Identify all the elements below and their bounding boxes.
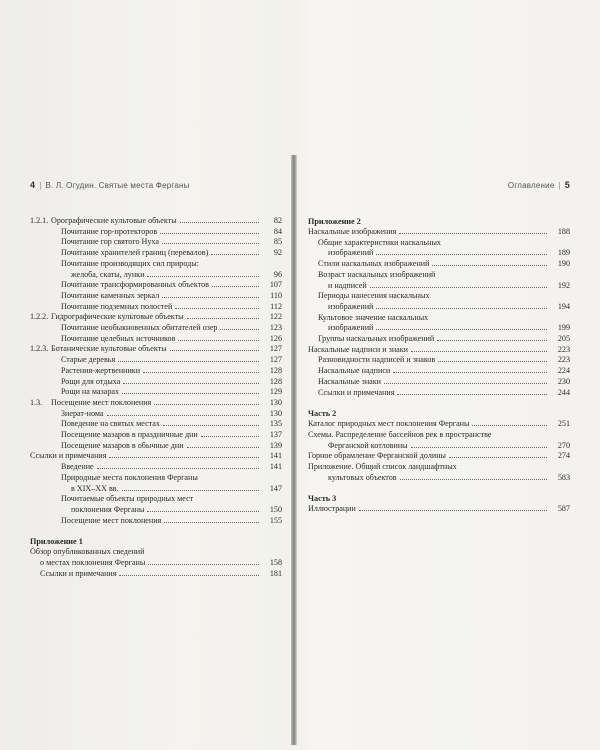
toc-entry-number: 1.2.2. bbox=[30, 312, 49, 322]
toc-page-number: 130 bbox=[269, 408, 282, 418]
toc-page-number: 126 bbox=[269, 333, 282, 343]
right-running-head bbox=[308, 178, 570, 192]
toc-entry-title bbox=[51, 216, 262, 227]
book-gutter bbox=[291, 155, 297, 745]
toc-entry-text: Орографические культовые объекты bbox=[51, 216, 177, 225]
dot-leader bbox=[397, 394, 547, 395]
left-running-head bbox=[30, 178, 282, 192]
toc-page-number: 82 bbox=[273, 216, 282, 225]
dot-leader bbox=[376, 254, 547, 255]
toc-entry-title bbox=[51, 227, 262, 238]
toc-page-number: 147 bbox=[269, 483, 282, 493]
toc-entry-title bbox=[51, 291, 262, 302]
toc-entry-title bbox=[51, 441, 262, 452]
toc-page-number: 150 bbox=[269, 504, 282, 514]
toc-entry-text: Разновидности надписей и знаков bbox=[318, 355, 436, 365]
toc-entry-title bbox=[51, 334, 262, 345]
toc-page-number: 223 bbox=[557, 355, 570, 365]
toc-entry-text: Посещение мест поклонения bbox=[61, 515, 162, 525]
toc-page-number: 194 bbox=[557, 301, 570, 311]
dot-leader bbox=[122, 490, 259, 491]
toc-entry-text: Стили наскальных изображений bbox=[318, 259, 430, 269]
toc-entry bbox=[30, 227, 282, 238]
toc-entry-title bbox=[308, 462, 550, 473]
toc-entry-text: Наскальные надписи и знаки bbox=[308, 344, 409, 354]
toc-page-number: 112 bbox=[270, 301, 282, 311]
toc-entry-text: Наскальные знаки bbox=[318, 376, 382, 386]
toc-page-number: 122 bbox=[269, 312, 282, 322]
toc-page-number: 274 bbox=[557, 451, 570, 461]
dot-leader bbox=[118, 361, 259, 362]
toc-entry-text: Общие характеристики наскальных bbox=[318, 237, 441, 247]
appendix-1-heading: Приложение 1 bbox=[30, 537, 83, 547]
dot-leader bbox=[147, 276, 259, 277]
toc-page-number: 181 bbox=[269, 568, 282, 578]
toc-entry-continuation bbox=[30, 270, 282, 281]
left-page-number: 4 bbox=[30, 180, 36, 190]
toc-entry bbox=[30, 387, 282, 398]
toc-entry bbox=[308, 270, 570, 281]
toc-entry-text: Почитание целебных источников bbox=[61, 333, 176, 343]
dot-leader bbox=[472, 425, 547, 426]
toc-entry-title bbox=[308, 388, 550, 399]
toc-entry-title bbox=[51, 387, 262, 398]
toc-page-number: 141 bbox=[269, 451, 282, 461]
dot-leader bbox=[180, 222, 259, 223]
dot-leader bbox=[162, 243, 259, 244]
toc-entry-title bbox=[51, 237, 262, 248]
part-2-heading: Часть 2 bbox=[308, 409, 337, 419]
toc-entry-title bbox=[308, 238, 550, 249]
toc-entry bbox=[30, 312, 282, 323]
toc-entry-title bbox=[51, 516, 262, 527]
toc-entry-title bbox=[51, 419, 262, 430]
toc-entry bbox=[30, 430, 282, 441]
toc-entry bbox=[30, 334, 282, 345]
toc-entry-number: 1.3. bbox=[30, 397, 43, 407]
toc-entry-text: Почитание подземных полостей bbox=[61, 301, 173, 311]
toc-entry-text: поклонения Ферганы bbox=[71, 504, 145, 514]
dot-leader bbox=[163, 425, 259, 426]
dot-leader bbox=[109, 457, 259, 458]
toc-entry-title bbox=[30, 558, 262, 569]
dot-leader bbox=[399, 233, 547, 234]
toc-entry bbox=[30, 344, 282, 355]
running-head-separator: | bbox=[558, 180, 561, 190]
toc-entry bbox=[30, 248, 282, 259]
toc-entry-title bbox=[51, 505, 262, 516]
section-gap bbox=[308, 483, 570, 493]
toc-entry bbox=[30, 516, 282, 527]
dot-leader bbox=[187, 447, 259, 448]
left-running-title: В. Л. Огудин. Святые места Ферганы bbox=[45, 180, 190, 190]
toc-page-number: 110 bbox=[270, 290, 282, 300]
part-3-heading: Часть 3 bbox=[308, 494, 337, 504]
toc-entry-continuation bbox=[308, 302, 570, 313]
dot-leader bbox=[400, 479, 547, 480]
dot-leader bbox=[411, 447, 547, 448]
toc-entry-text: Почитание гор святого Нуха bbox=[61, 237, 159, 247]
toc-page-number: 130 bbox=[269, 397, 282, 407]
dot-leader bbox=[148, 564, 259, 565]
dot-leader bbox=[97, 468, 259, 469]
toc-entry-title bbox=[51, 484, 262, 495]
toc-entry-text: Почитание гор-протекторов bbox=[61, 226, 158, 236]
toc-page-number: 85 bbox=[273, 237, 282, 247]
toc-entry-title bbox=[308, 281, 550, 292]
dot-leader bbox=[438, 361, 547, 362]
right-page-number: 5 bbox=[564, 180, 570, 190]
toc-entry-text: желоба, скаты, лунки bbox=[71, 269, 145, 279]
toc-page-number: 92 bbox=[273, 248, 282, 258]
dot-leader bbox=[359, 510, 547, 511]
toc-entry-text: Рощи на мазарах bbox=[61, 387, 120, 397]
toc-entry bbox=[308, 377, 570, 388]
dot-leader bbox=[187, 318, 259, 319]
toc-page-number: 155 bbox=[269, 515, 282, 525]
toc-page-number: 135 bbox=[269, 419, 282, 429]
toc-entry-text: Горное обрамление Ферганской долины bbox=[308, 451, 446, 461]
toc-entry-text: Периоды нанесения наскальных bbox=[318, 291, 430, 301]
toc-page-number: 188 bbox=[557, 227, 570, 236]
toc-entry-text: Возраст наскальных изображений bbox=[318, 269, 436, 279]
toc-entry-text: Поведение на святых местах bbox=[61, 419, 160, 429]
toc-entry-title bbox=[308, 323, 550, 334]
toc-entry-title bbox=[51, 462, 262, 473]
toc-entry-text: Каталог природных мест поклонения Ферганы bbox=[308, 419, 470, 429]
toc-entry bbox=[308, 291, 570, 302]
toc-entry-continuation bbox=[30, 505, 282, 516]
dot-leader bbox=[170, 350, 259, 351]
dot-leader bbox=[107, 415, 259, 416]
left-page bbox=[30, 178, 282, 580]
toc-entry-text: Ссылки и примечания bbox=[30, 451, 107, 461]
toc-entry-text: Посещение мазаров в праздничные дни bbox=[61, 430, 198, 440]
toc-entry-title bbox=[51, 409, 262, 420]
toc-entry bbox=[308, 419, 570, 430]
toc-entry-text: Наскальные изображения bbox=[308, 227, 397, 236]
toc-entry bbox=[308, 345, 570, 356]
toc-entry bbox=[308, 504, 570, 515]
toc-entry-text: Почитание каменных зеркал bbox=[61, 290, 160, 300]
toc-entry-text: Ферганской котловины bbox=[328, 440, 408, 450]
right-running-title: Оглавление bbox=[507, 180, 555, 190]
toc-entry-title bbox=[51, 312, 262, 323]
toc-page-number: 583 bbox=[557, 472, 570, 482]
toc-entry-title bbox=[51, 355, 262, 366]
toc-entry bbox=[308, 451, 570, 462]
toc-entry bbox=[30, 547, 282, 558]
toc-entry bbox=[30, 409, 282, 420]
dot-leader bbox=[175, 308, 259, 309]
toc-entry-text: Группы наскальных изображений bbox=[318, 334, 435, 344]
toc-entry-text: Посещение мазаров в обычные дни bbox=[61, 440, 184, 450]
toc-entry bbox=[30, 441, 282, 452]
toc-entry-text: изображений bbox=[328, 248, 374, 258]
toc-entry-title bbox=[51, 270, 262, 281]
toc-entry-title bbox=[51, 344, 262, 355]
toc-entry-title bbox=[308, 451, 550, 462]
dot-leader bbox=[160, 233, 259, 234]
toc-entry-title bbox=[308, 345, 550, 356]
dot-leader bbox=[220, 329, 259, 330]
running-head-separator: | bbox=[39, 180, 42, 190]
toc-entry-title bbox=[30, 569, 262, 580]
toc-entry-text: Гидрографические культовые объекты bbox=[51, 312, 184, 322]
toc-page-number: 205 bbox=[557, 334, 570, 344]
toc-entry-title bbox=[51, 302, 262, 313]
dot-leader bbox=[384, 383, 547, 384]
toc-entry-text: Старые деревья bbox=[61, 355, 116, 365]
toc-entry-text: в XIX–XX вв. bbox=[71, 483, 119, 493]
toc-entry bbox=[30, 323, 282, 334]
toc-entry-text: Введение bbox=[61, 462, 94, 472]
toc-entry-number: 1.2.3. bbox=[30, 344, 49, 354]
toc-entry-text: Почитание необыкновенных обитателей озер bbox=[61, 323, 218, 333]
toc-entry-title bbox=[51, 323, 262, 334]
dot-leader bbox=[143, 372, 259, 373]
dot-leader bbox=[119, 575, 259, 576]
toc-entry-text: Ботанические культовые объекты bbox=[51, 344, 167, 354]
toc-entry-text: Наскальные надписи bbox=[318, 366, 391, 376]
toc-entry-number: 1.2.1. bbox=[30, 216, 49, 225]
toc-page-number: 189 bbox=[557, 248, 570, 258]
toc-entry-text: Почитание трансформированных объектов bbox=[61, 280, 209, 290]
toc-entry-title bbox=[51, 494, 262, 505]
toc-entry bbox=[308, 238, 570, 249]
toc-entry-continuation bbox=[308, 441, 570, 452]
toc-page-number: 139 bbox=[269, 440, 282, 450]
toc-entry-title bbox=[308, 366, 550, 377]
dot-leader bbox=[201, 436, 259, 437]
toc-entry-title bbox=[51, 248, 262, 259]
dot-leader bbox=[393, 372, 547, 373]
toc-entry-text: Почитаемые объекты природных мест bbox=[61, 494, 194, 504]
dot-leader bbox=[449, 457, 547, 458]
toc-entry bbox=[308, 334, 570, 345]
toc-entry-title bbox=[308, 302, 550, 313]
toc-entry-title bbox=[51, 259, 262, 270]
toc-entry-text: Природные места поклонения Ферганы bbox=[61, 472, 198, 482]
right-page bbox=[308, 178, 570, 515]
toc-entry-continuation bbox=[308, 323, 570, 334]
toc-entry-text: Почитание хранителей границ (перевалов) bbox=[61, 248, 209, 258]
toc-entry bbox=[308, 430, 570, 441]
toc-entry-text: Посещение мест поклонения bbox=[51, 397, 152, 407]
toc-entry-title bbox=[308, 334, 550, 345]
toc-entry-text: Рощи для отдыха bbox=[61, 376, 121, 386]
toc-entry-title bbox=[308, 504, 550, 515]
toc-entry-title bbox=[51, 377, 262, 388]
toc-entry bbox=[30, 451, 282, 462]
toc-entry-text: Обзор опубликованных сведений bbox=[30, 547, 145, 557]
toc-page-number: 137 bbox=[269, 430, 282, 440]
left-toc bbox=[30, 216, 282, 580]
toc-page-number: 128 bbox=[269, 365, 282, 375]
toc-entry bbox=[308, 366, 570, 377]
toc-page-number: 270 bbox=[557, 440, 570, 450]
toc-entry-title bbox=[51, 398, 262, 409]
toc-entry-title bbox=[308, 313, 550, 324]
toc-page-number: 127 bbox=[269, 355, 282, 365]
toc-entry-title bbox=[308, 248, 550, 259]
toc-page-number: 587 bbox=[557, 504, 570, 514]
toc-entry-title bbox=[308, 441, 550, 452]
toc-entry-title bbox=[51, 430, 262, 441]
toc-page-number: 224 bbox=[557, 366, 570, 376]
toc-entry bbox=[30, 462, 282, 473]
toc-entry-continuation bbox=[308, 281, 570, 292]
dot-leader bbox=[178, 340, 259, 341]
toc-entry bbox=[30, 377, 282, 388]
toc-entry bbox=[30, 280, 282, 291]
toc-entry-text: культовых объектов bbox=[328, 472, 397, 482]
toc-page-number: 190 bbox=[557, 259, 570, 269]
toc-page-number: 84 bbox=[273, 226, 282, 236]
dot-leader bbox=[411, 351, 547, 352]
toc-page-number: 141 bbox=[269, 462, 282, 472]
toc-entry-title bbox=[308, 291, 550, 302]
toc-entry-continuation bbox=[30, 558, 282, 569]
toc-entry bbox=[30, 366, 282, 377]
toc-entry-text: и надписей bbox=[328, 280, 367, 290]
toc-page-number: 96 bbox=[273, 269, 282, 279]
toc-entry-title bbox=[51, 280, 262, 291]
toc-page-number: 158 bbox=[269, 558, 282, 568]
toc-entry-text: Растения-жертвенники bbox=[61, 365, 141, 375]
dot-leader bbox=[123, 383, 259, 384]
toc-entry bbox=[30, 291, 282, 302]
toc-page-number: 107 bbox=[269, 280, 282, 290]
toc-entry-title bbox=[308, 227, 550, 238]
toc-page-number: 244 bbox=[557, 387, 570, 397]
toc-entry bbox=[30, 259, 282, 270]
toc-entry-text: Иллюстрации bbox=[308, 504, 356, 514]
toc-entry-title bbox=[308, 430, 550, 441]
toc-page-number: 129 bbox=[269, 387, 282, 397]
toc-entry bbox=[30, 398, 282, 409]
toc-entry-text: Культовое значение наскальных bbox=[318, 312, 429, 322]
toc-entry-text: Ссылки и примечания bbox=[318, 387, 395, 397]
dot-leader bbox=[147, 511, 259, 512]
toc-page-number: 123 bbox=[269, 323, 282, 333]
dot-leader bbox=[162, 297, 259, 298]
right-toc bbox=[308, 216, 570, 515]
toc-page-number: 230 bbox=[557, 376, 570, 386]
section-gap bbox=[308, 398, 570, 408]
section-gap bbox=[30, 526, 282, 536]
toc-entry-text: Схемы. Распределение бассейнов рек в пространстве bbox=[308, 429, 492, 439]
dot-leader bbox=[154, 404, 259, 405]
toc-entry-title bbox=[308, 259, 550, 270]
toc-entry bbox=[30, 355, 282, 366]
toc-entry bbox=[30, 419, 282, 430]
toc-entry bbox=[30, 216, 282, 227]
toc-entry-title bbox=[308, 377, 550, 388]
toc-entry-text: о местах поклонения Ферганы bbox=[40, 558, 146, 568]
dot-leader bbox=[164, 522, 259, 523]
toc-entry bbox=[308, 388, 570, 399]
toc-entry bbox=[30, 237, 282, 248]
toc-entry bbox=[308, 462, 570, 473]
toc-page-number: 251 bbox=[557, 419, 570, 429]
toc-page-number: 199 bbox=[557, 323, 570, 333]
toc-entry-continuation bbox=[308, 473, 570, 484]
toc-entry-text: Почитание производящих сил природы: bbox=[61, 258, 199, 268]
toc-entry-title bbox=[308, 419, 550, 430]
toc-entry-title bbox=[308, 473, 550, 484]
dot-leader bbox=[376, 308, 547, 309]
toc-entry-text: Приложение. Общий список ландшафтных bbox=[308, 462, 457, 472]
dot-leader bbox=[370, 287, 547, 288]
dot-leader bbox=[122, 393, 259, 394]
toc-page-number: 128 bbox=[269, 376, 282, 386]
appendix-2-heading: Приложение 2 bbox=[308, 217, 361, 226]
toc-entry-title bbox=[51, 366, 262, 377]
toc-entry bbox=[308, 227, 570, 238]
dot-leader bbox=[376, 329, 547, 330]
toc-entry-text: Ссылки и примечания bbox=[40, 568, 117, 578]
toc-entry bbox=[30, 569, 282, 580]
toc-entry bbox=[30, 494, 282, 505]
toc-entry-title bbox=[51, 473, 262, 484]
toc-entry bbox=[308, 355, 570, 366]
toc-entry bbox=[30, 302, 282, 313]
toc-entry bbox=[308, 313, 570, 324]
toc-entry-title bbox=[308, 270, 550, 281]
toc-entry bbox=[30, 473, 282, 484]
dot-leader bbox=[432, 265, 547, 266]
toc-entry bbox=[308, 259, 570, 270]
toc-entry-title bbox=[308, 355, 550, 366]
toc-page-number: 192 bbox=[557, 280, 570, 290]
dot-leader bbox=[211, 254, 259, 255]
toc-entry-title bbox=[30, 547, 262, 558]
dot-leader bbox=[437, 340, 547, 341]
toc-entry-title bbox=[30, 451, 262, 462]
toc-entry-text: изображений bbox=[328, 323, 374, 333]
toc-entry-continuation bbox=[30, 484, 282, 495]
toc-entry-continuation bbox=[308, 248, 570, 259]
toc-page-number: 127 bbox=[269, 344, 282, 354]
toc-entry-text: Зиерат-нома bbox=[61, 408, 104, 418]
toc-page-number: 223 bbox=[557, 344, 570, 354]
toc-entry-text: изображений bbox=[328, 301, 374, 311]
dot-leader bbox=[212, 286, 259, 287]
